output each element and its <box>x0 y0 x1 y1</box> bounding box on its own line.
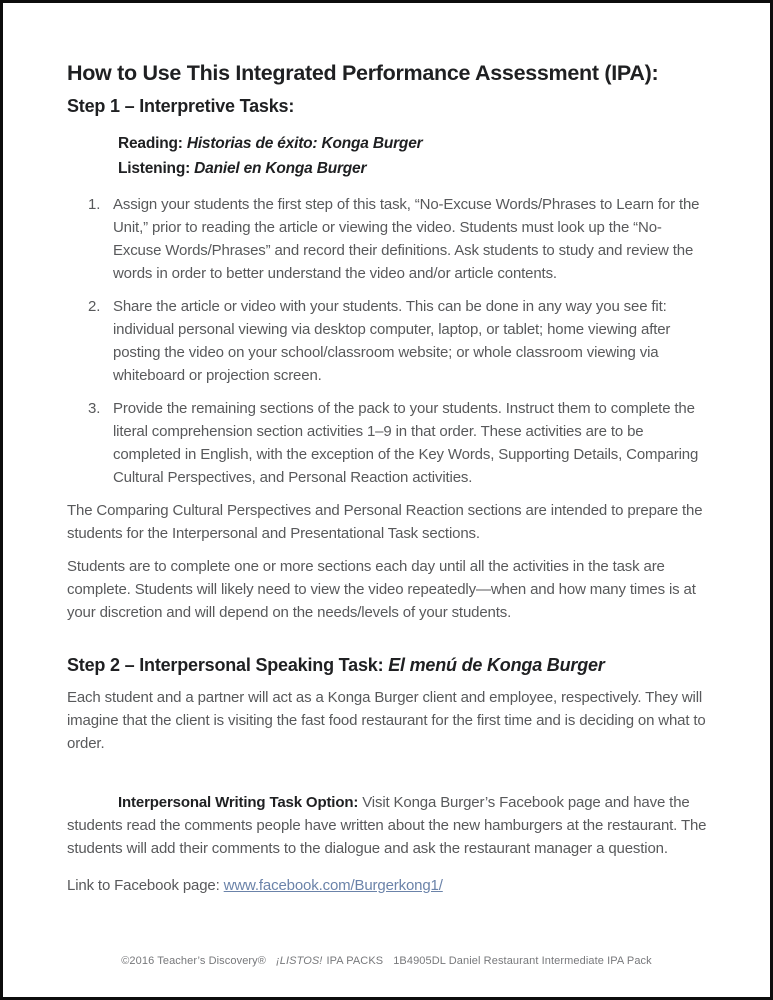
step1-heading: Step 1 – Interpretive Tasks: <box>67 96 295 116</box>
reading-label: Reading: <box>118 135 187 152</box>
list-item-text-1: Assign your students the first step of this task, “No-Excuse Words/Phrases to Learn for the Unit,” prior to reading the article or viewing the video. Students must look up the “No-Excuse Words/Phrases” and record their definitions. Ask students to study and review the words in order to better understand the video and/or article contents. <box>113 196 700 282</box>
writing-option-paragraph <box>67 791 707 860</box>
step2-heading <box>67 654 707 676</box>
facebook-link-line <box>67 874 707 898</box>
list-marker-2: 2. <box>88 298 101 315</box>
step2-heading-title: El menú de Konga Burger <box>388 655 605 675</box>
listening-line <box>118 156 707 181</box>
reading-line <box>118 131 707 156</box>
reading-title: Historias de éxito: Konga Burger <box>186 135 423 152</box>
list-item-2 <box>67 295 707 387</box>
writing-option-text: Visit Konga Burger’s Facebook page and have the students read the comments people have written about the new hamburgers at the restaurant. The students will add their comments to the dialogue and ask the restaurant manager a question. <box>67 794 707 857</box>
page-title: How to Use This Integrated Performance Assessment (IPA): <box>67 61 659 85</box>
list-item-3 <box>67 397 707 489</box>
footer-product-code: 1B4905DL Daniel Restaurant Intermediate IPA Pack <box>393 955 652 967</box>
facebook-link[interactable]: www.facebook.com/Burgerkong1/ <box>223 877 443 894</box>
paragraph-pacing: Students are to complete one or more sections each day until all the activities in the task are complete. Students will likely need to view the video repeatedly—when and how many times is at your discretion and will depend on the needs/levels of your students. <box>67 558 696 621</box>
media-lines <box>118 131 707 181</box>
footer-copyright: ©2016 Teacher’s Discovery® <box>121 955 266 967</box>
instruction-list <box>67 193 707 489</box>
paragraph-step2-intro: Each student and a partner will act as a Konga Burger client and employee, respectively. They will imagine that the client is visiting the fast food restaurant for the first time and is deciding on what to order. <box>67 689 706 752</box>
paragraph-prepare-sections: The Comparing Cultural Perspectives and Personal Reaction sections are intended to prepare the students for the Interpersonal and Presentational Task sections. <box>67 502 703 542</box>
page-content <box>3 3 770 898</box>
footer-series-title: ¡LISTOS! <box>276 955 323 967</box>
footer-series-rest: IPA PACKS <box>326 955 384 967</box>
list-item-1 <box>67 193 707 285</box>
list-marker-3: 3. <box>88 400 101 417</box>
listening-title: Daniel en Konga Burger <box>194 160 367 177</box>
list-item-text-2: Share the article or video with your students. This can be done in any way you see fit: individual personal viewing via desktop computer, laptop, or tablet; home viewing after posting the video on your school/classroom website; or whole classroom viewing via whiteboard or projection screen. <box>113 298 671 384</box>
list-marker-1: 1. <box>88 196 101 213</box>
listening-label: Listening: <box>118 160 195 177</box>
list-item-text-3: Provide the remaining sections of the pack to your students. Instruct them to complete the literal comprehension section activities 1–9 in that order. These activities are to be completed in English, with the exception of the Key Words, Supporting Details, Comparing Cultural Perspectives, and Personal Reaction activities. <box>113 400 699 486</box>
page-footer <box>3 954 770 968</box>
writing-option-label: Interpersonal Writing Task Option: <box>118 794 359 811</box>
step2-heading-prefix: Step 2 – Interpersonal Speaking Task: <box>67 655 389 675</box>
facebook-link-label: Link to Facebook page: <box>67 877 224 894</box>
